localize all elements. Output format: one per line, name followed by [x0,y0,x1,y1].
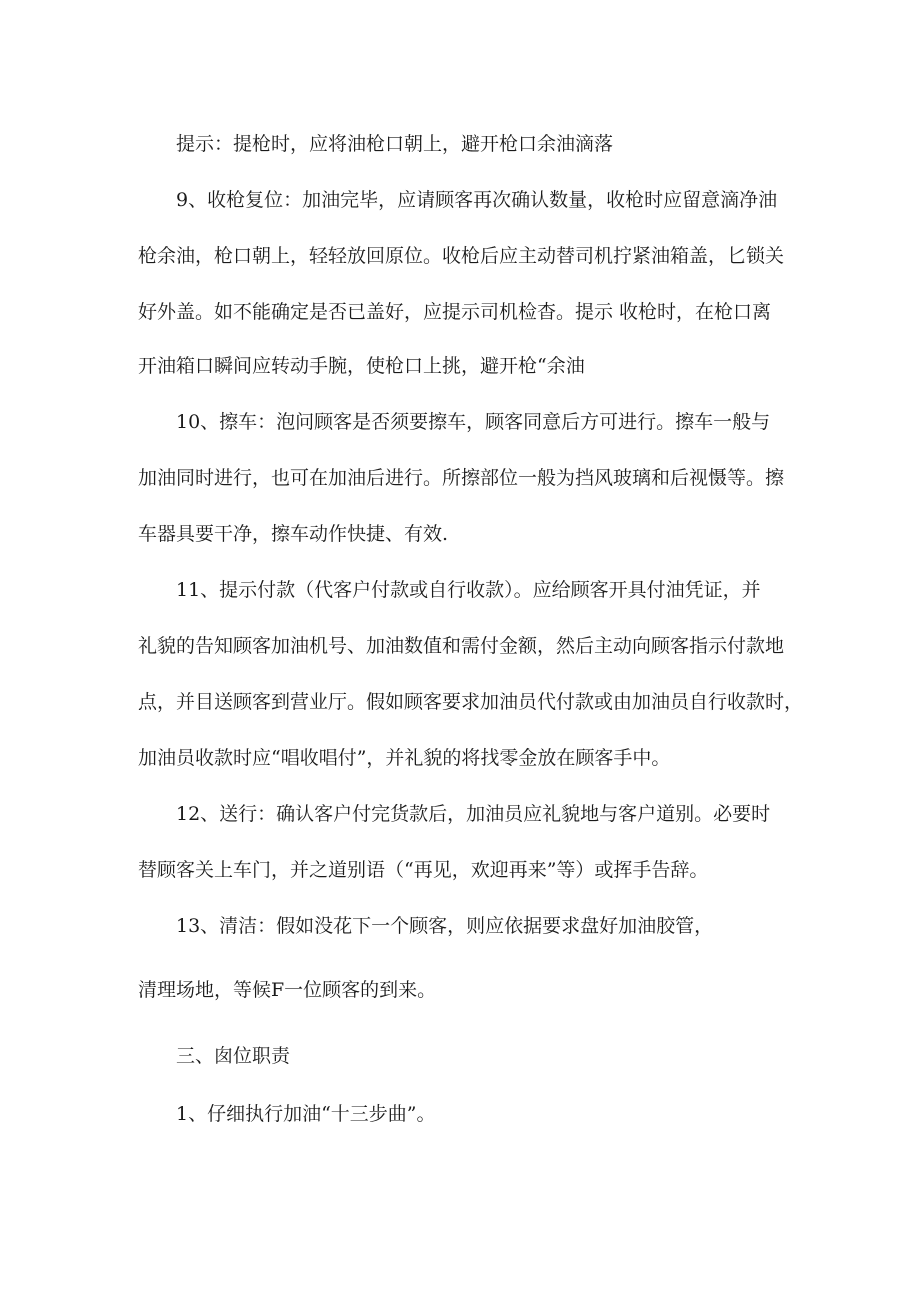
step-9-line-3: 好外盖。如不能确定是否已盖好，应提示司机检杳。提示 收枪时，在枪口离 [138,301,772,323]
section-heading-duties: 三、囱位职责 [176,1045,291,1067]
step-11-line-2: 礼貌的告知顾客加油机号、加油数值和需付金额，然后主动向顾客指示付款地 [138,635,785,657]
step-13-line-2: 清理场地，等候F一位顾客的到来。 [138,979,437,1001]
step-10-line-2: 加油同时进行，也可在加油后进行。所擦部位一般为挡风玻璃和后视慑等。擦 [138,467,785,489]
step-9-line-1: 9、收枪复位：加油完毕，应请顾客再次确认数量，收枪时应留意滴净油 [176,189,778,211]
step-11-line-1: 11、提示付款（代客户付款或自行收款）。应给顾客开具付油凭证，并 [176,579,761,601]
step-13-line-1: 13、清洁：假如没花下一个顾客，则应依据要求盘好加油胶管， [176,915,714,937]
step-10-line-1: 10、擦车：泡问顾客是否须要擦车，顾客同意后方可进行。擦车一般与 [176,411,771,433]
step-10-line-3: 车器具要干净，擦车动作快捷、有效. [138,523,449,545]
duty-item-1: 1、仔细执行加油“十三步曲”。 [176,1103,436,1125]
step-12-line-2: 替顾客关上车门，并之道别语（“再见，欢迎再来”等）或挥手告辞。 [138,859,709,881]
step-9-line-2: 枪余油，枪口朝上，轻轻放回原位。收枪后应主动替司机拧紧油箱盖，匕锁关 [138,245,785,267]
tip-lift-nozzle: 提示：提枪时，应将油枪口朝上，避开枪口余油滴落 [176,133,614,155]
step-11-line-4: 加油员收款时应“唱收唱付”，并礼貌的将找零金放在顾客手中。 [138,747,671,769]
step-9-line-4: 开油箱口瞬间应转动手腕，使枪口上挑，避开枪“余油 [138,355,585,377]
step-12-line-1: 12、送行：确认客户付完货款后，加油员应礼貌地与客户道别。必要时 [176,803,771,825]
step-11-line-3: 点，并目送顾客到营业厅。假如顾客要求加油员代付款或由加油员自行收款时， [138,691,804,713]
